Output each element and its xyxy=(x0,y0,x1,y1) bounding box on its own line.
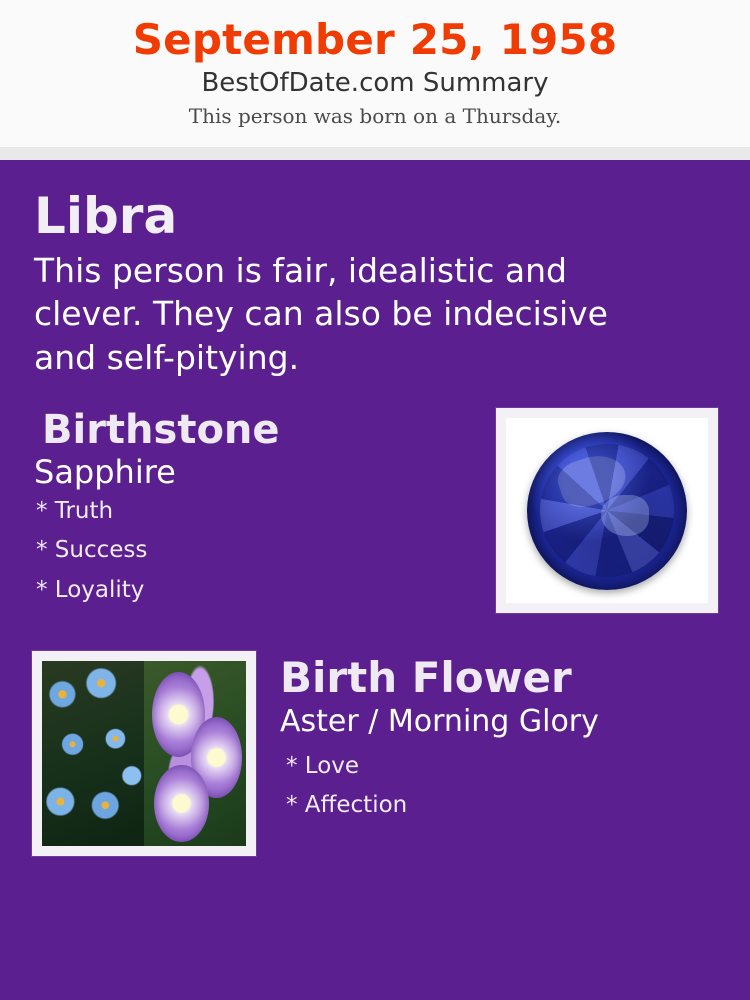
gem-facets xyxy=(540,444,674,577)
birthflower-trait: * Affection xyxy=(286,792,408,819)
morning-glory-flowers-image xyxy=(144,661,246,846)
birthstone-trait: * Truth xyxy=(36,497,114,524)
aster-flowers-image xyxy=(42,661,144,846)
birthflower-trait: * Love xyxy=(286,752,360,779)
birthstone-section xyxy=(32,408,718,623)
birthflower-text xyxy=(280,655,718,832)
aster-morning-glory-photo xyxy=(32,651,256,856)
zodiac-description: This person is fair, idealistic and clever. They can also be indecisive and self-pitying. xyxy=(34,250,608,378)
header-divider xyxy=(0,148,750,160)
birthstone-value: Sapphire xyxy=(34,453,176,492)
birthstone-title: Birthstone xyxy=(42,407,280,454)
site-name: BestOfDate.com Summary xyxy=(201,68,549,99)
birthstone-text xyxy=(32,408,472,603)
gem-shape xyxy=(527,432,687,590)
birthflower-section xyxy=(32,651,718,866)
morning-glory-bloom xyxy=(154,765,209,843)
sapphire-gem-photo xyxy=(496,408,718,613)
zodiac-sign-name: Libra xyxy=(34,187,178,245)
page-title: September 25, 1958 xyxy=(132,15,618,64)
birthstone-trait: * Loyality xyxy=(36,576,145,603)
birthflower-value: Aster / Morning Glory xyxy=(280,704,599,740)
birth-weekday-text: This person was born on a Thursday. xyxy=(188,104,562,129)
sapphire-image xyxy=(506,418,708,603)
flower-image xyxy=(42,661,246,846)
header xyxy=(0,0,750,148)
birthstone-trait: * Success xyxy=(36,537,148,564)
birthflower-title: Birth Flower xyxy=(280,653,572,703)
main-content xyxy=(0,160,750,1000)
